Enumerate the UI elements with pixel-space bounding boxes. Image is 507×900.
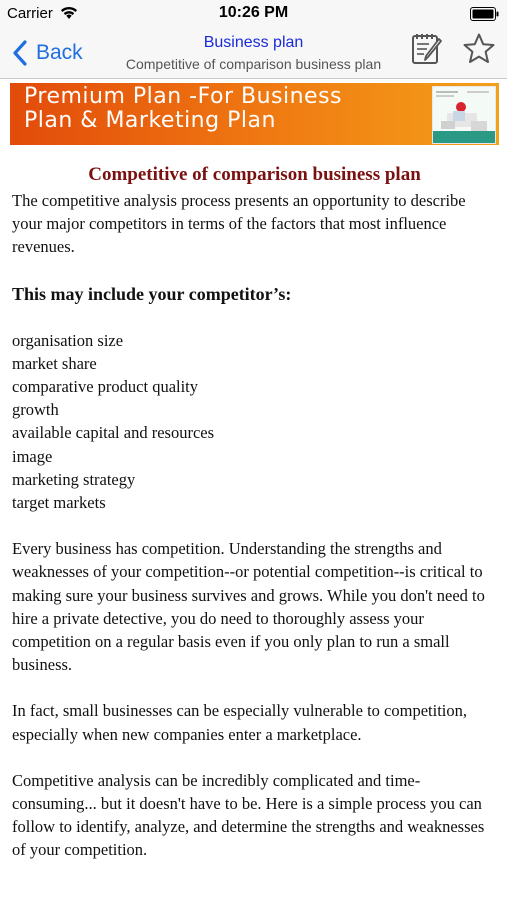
list-item: growth (12, 400, 59, 420)
navigation-bar (0, 28, 507, 79)
status-time: 10:26 PM (218, 4, 289, 21)
list-item: market share (12, 353, 97, 373)
banner-line-1: Premium Plan -For Business (24, 84, 343, 109)
factors-list (12, 329, 497, 515)
list-item: comparative product quality (12, 377, 199, 397)
status-bar (0, 0, 507, 28)
premium-plan-banner[interactable] (10, 83, 499, 145)
back-button[interactable] (12, 36, 83, 70)
star-icon[interactable] (462, 32, 496, 66)
banner-thumbnail-image (432, 86, 496, 144)
carrier-label: Carrier (7, 5, 53, 22)
list-item: marketing strategy (12, 469, 136, 489)
article-content (12, 163, 497, 862)
chevron-left-icon (12, 40, 28, 66)
intro-paragraph: The competitive analysis process presents an opportunity to describe your major competitors in terms of the factors that most influence revenues. (12, 191, 466, 257)
small-business-paragraph: In fact, small businesses can be especially vulnerable to competition, especially when new companies enter a marketplace. (12, 701, 467, 744)
back-label: Back (36, 41, 83, 64)
battery-icon (470, 7, 500, 21)
page-subtitle: Competitive of comparison business plan (125, 56, 382, 72)
list-item: image (12, 446, 53, 466)
article-title: Competitive of comparison business plan (88, 164, 421, 185)
list-item: available capital and resources (12, 423, 215, 443)
list-item: organisation size (12, 330, 124, 350)
competition-paragraph: Every business has competition. Understanding the strengths and weaknesses of your competition--or potential competition--is critical to making sure your business survives and grows. While you don't need to hire a private detective, you do need to thoroughly assess your competition on a regular basis even if you only plan to run a small business. (12, 539, 485, 675)
banner-text (24, 85, 342, 133)
list-item: target markets (12, 493, 106, 513)
page-title: Business plan (203, 34, 304, 51)
analysis-paragraph: Competitive analysis can be incredibly complicated and time-consuming... but it doesn't have to be. Here is a simple process you can follow to identify, analyze, and determine the strengths and weaknesses of your competition. (12, 770, 485, 860)
factors-heading: This may include your competitor’s: (12, 283, 292, 304)
edit-note-icon[interactable] (410, 32, 444, 66)
banner-line-2: Plan & Marketing Plan (24, 108, 276, 133)
